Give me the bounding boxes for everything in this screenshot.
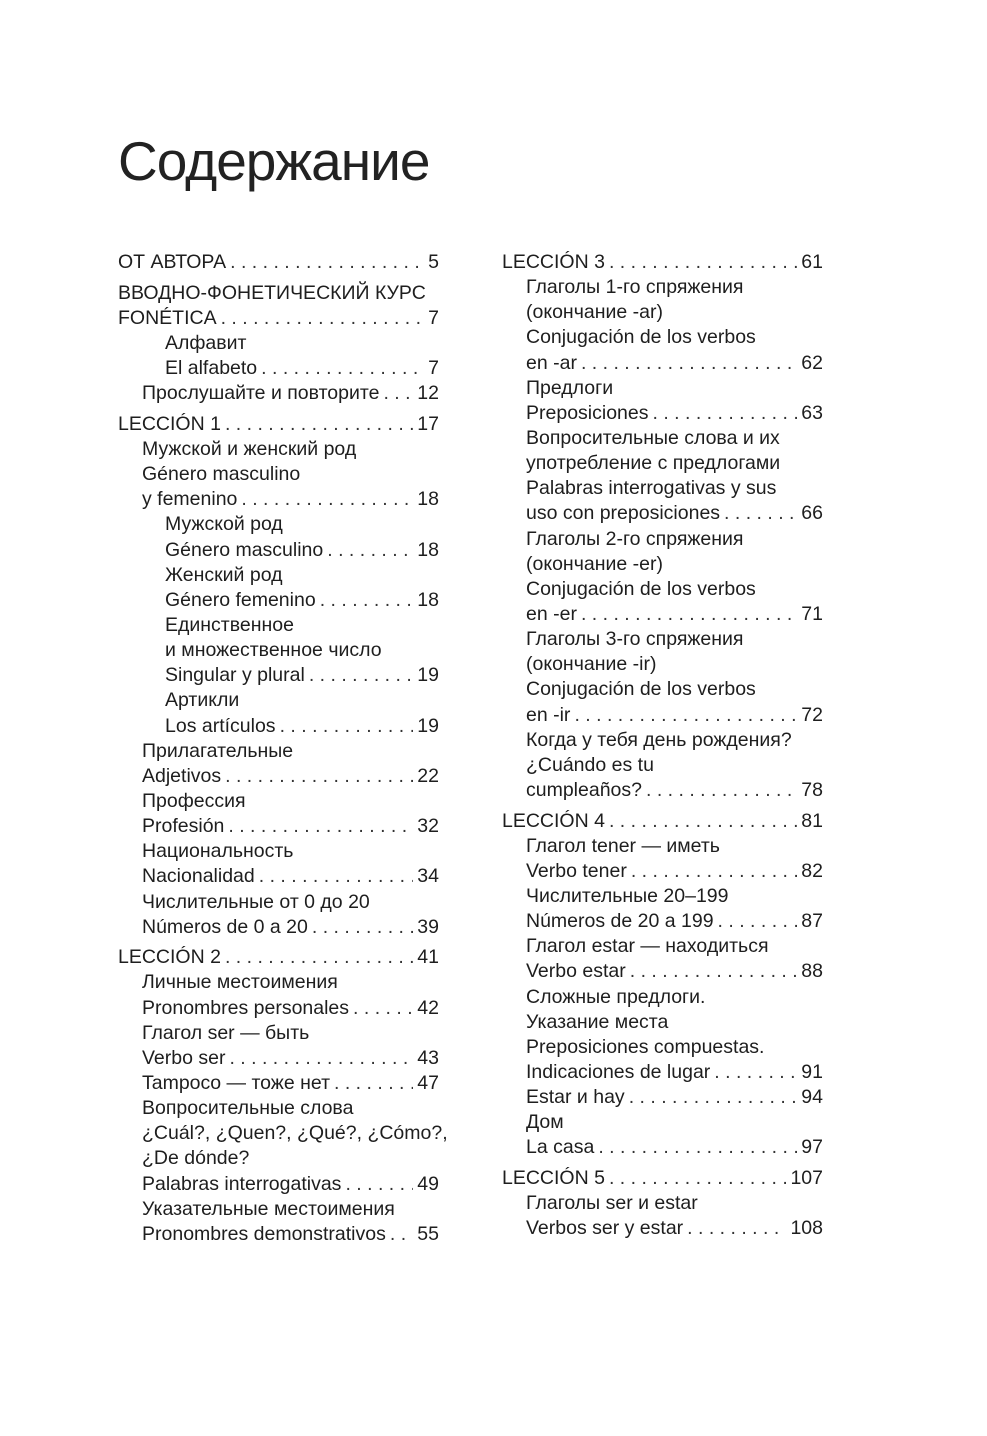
- toc-entry-title: uso con preposiciones: [526, 502, 721, 525]
- page-number: 43: [417, 1046, 439, 1069]
- toc-entry-title: Глаголы ser и estar: [526, 1192, 698, 1215]
- dot-leader: [574, 703, 797, 728]
- toc-entry-title: en -ar: [526, 351, 577, 374]
- toc-entry-title: Pronombres demonstrativos: [142, 1222, 386, 1245]
- toc-line: [502, 275, 823, 300]
- dot-leader: [687, 1216, 786, 1241]
- toc-entry[interactable]: [118, 663, 439, 688]
- toc-entry-title: Verbos ser y estar: [526, 1217, 684, 1240]
- toc-line: [118, 1146, 439, 1171]
- dot-leader: [334, 1071, 413, 1096]
- toc-entry-title: Género femenino: [165, 588, 316, 611]
- toc-entry-title: Pronombres personales: [142, 996, 350, 1019]
- dot-leader: [225, 764, 413, 789]
- toc-entry[interactable]: [118, 864, 439, 889]
- toc-entry-title: Género masculino: [142, 463, 301, 486]
- toc-entry-title: Дом: [526, 1111, 564, 1134]
- toc-entry-title: Артикли: [165, 689, 240, 712]
- toc-entry-title: Conjugación de los verbos: [526, 577, 756, 600]
- page-number: 71: [801, 602, 823, 625]
- dot-leader: [353, 996, 413, 1021]
- page-number: 72: [801, 703, 823, 726]
- toc-entry-title: LECCIÓN 3: [502, 251, 605, 273]
- toc-entry[interactable]: [118, 814, 439, 839]
- toc-entry-title: Singular y plural: [165, 664, 305, 687]
- toc-line: [502, 1035, 823, 1060]
- toc-line: [502, 476, 823, 501]
- toc-entry-title: (окончание -ar): [526, 301, 663, 324]
- toc-entry[interactable]: [502, 602, 823, 627]
- toc-line: [118, 638, 439, 663]
- dot-leader: [230, 250, 424, 275]
- page-number: 12: [417, 382, 439, 405]
- page-number: 34: [417, 865, 439, 888]
- dot-leader: [259, 864, 414, 889]
- page-number: 66: [801, 502, 823, 525]
- dot-leader: [718, 909, 798, 934]
- dot-leader: [629, 1085, 798, 1110]
- toc-line: [502, 1110, 823, 1135]
- toc-line: [502, 728, 823, 753]
- toc-line: [118, 437, 439, 462]
- toc-entry[interactable]: [502, 778, 823, 803]
- toc-entry-title: Мужской род: [165, 513, 283, 536]
- page-number: 63: [801, 401, 823, 424]
- toc-entry-title: и множественное число: [165, 639, 382, 662]
- dot-leader: [609, 1166, 787, 1191]
- toc-entry-title: Когда у тебя день рождения?: [526, 728, 792, 751]
- toc-entry-title: Единственное: [165, 613, 294, 636]
- toc-entry-title: Глагол ser — быть: [142, 1021, 310, 1044]
- toc-entry-title: Tampoco — тоже нет: [142, 1072, 331, 1094]
- toc-entry[interactable]: [502, 1085, 823, 1110]
- toc-entry-title: ¿Cuándo es tu: [526, 753, 654, 776]
- toc-entry-title: Числительные от 0 до 20: [142, 890, 370, 913]
- toc-entry[interactable]: [118, 714, 439, 739]
- toc-entry[interactable]: [118, 538, 439, 563]
- toc-entry[interactable]: [502, 703, 823, 728]
- page-number: 78: [801, 778, 823, 801]
- toc-entry-title: Прослушайте и повторите: [142, 382, 380, 405]
- page-number: 87: [801, 910, 823, 933]
- toc-entry[interactable]: [118, 412, 439, 437]
- toc-entry-title: ОТ АВТОРА: [118, 251, 227, 273]
- page-number: 41: [417, 946, 439, 969]
- toc-entry[interactable]: [118, 1172, 439, 1197]
- toc-entry-title: ВВОДНО-ФОНЕТИЧЕСКИЙ КУРС: [118, 281, 426, 304]
- page-number: 88: [801, 960, 823, 983]
- toc-entry-title: en -ir: [526, 703, 571, 726]
- page-number: 82: [801, 859, 823, 882]
- page-number: 49: [417, 1172, 439, 1195]
- toc-line: [502, 325, 823, 350]
- toc-line: [502, 552, 823, 577]
- toc-line: [502, 426, 823, 451]
- dot-leader: [652, 401, 797, 426]
- toc-entry-title: Профессия: [142, 789, 246, 812]
- toc-entry-title: LECCIÓN 4: [502, 809, 605, 832]
- toc-line: [118, 462, 439, 487]
- toc-entry[interactable]: [502, 859, 823, 884]
- toc-line: [118, 688, 439, 713]
- toc-line: [502, 527, 823, 552]
- page-number: 47: [417, 1072, 439, 1094]
- toc-entry-title: Указательные местоимения: [142, 1197, 395, 1220]
- dot-leader: [309, 663, 413, 688]
- toc-entry-title: ¿Cuál?, ¿Quen?, ¿Qué?, ¿Cómo?,: [142, 1122, 448, 1145]
- toc-entry[interactable]: [502, 501, 823, 526]
- toc-entry-title: Глаголы 1-го спряжения: [526, 276, 744, 299]
- dot-leader: [225, 945, 413, 970]
- toc-entry-title: Estar и hay: [526, 1086, 625, 1109]
- page-number: 19: [417, 664, 439, 687]
- toc-entry[interactable]: [118, 381, 439, 406]
- page-number: 91: [801, 1061, 823, 1083]
- toc-line: [118, 839, 439, 864]
- toc-entry[interactable]: [502, 250, 823, 275]
- page-number: 97: [801, 1136, 823, 1159]
- toc-entry-title: Прилагательные: [142, 739, 294, 762]
- page-number: 18: [417, 588, 439, 611]
- toc-entry[interactable]: [118, 356, 439, 381]
- toc-entry[interactable]: [502, 1166, 823, 1191]
- toc-entry-title: Números de 0 a 20: [142, 915, 308, 938]
- toc-line: [502, 652, 823, 677]
- dot-leader: [598, 1135, 797, 1160]
- toc-entry[interactable]: [502, 351, 823, 376]
- page-number: 61: [801, 251, 823, 273]
- toc-entry[interactable]: [118, 487, 439, 512]
- toc-line: [502, 376, 823, 401]
- toc-line: [118, 1197, 439, 1222]
- page-number: 7: [428, 306, 439, 329]
- toc-entry[interactable]: [118, 588, 439, 613]
- dot-leader: [327, 538, 413, 563]
- toc-entry-title: Женский род: [165, 563, 283, 586]
- toc-entry[interactable]: [118, 996, 439, 1021]
- toc-line: [118, 613, 439, 638]
- toc-entry-title: Сложные предлоги.: [526, 985, 706, 1008]
- toc-entry-title: Национальность: [142, 840, 294, 863]
- toc-entry-title: Palabras interrogativas: [142, 1172, 342, 1195]
- toc-entry-title: Числительные 20–199: [526, 885, 729, 908]
- toc-entry[interactable]: [502, 1060, 823, 1085]
- toc-entry-title: ¿De dónde?: [142, 1147, 250, 1170]
- toc-entry-title: Глаголы 3-го спряжения: [526, 628, 744, 651]
- toc-entry-title: Nacionalidad: [142, 865, 255, 888]
- dot-leader: [229, 1046, 413, 1071]
- page-number: 17: [417, 412, 439, 435]
- toc-line: [118, 970, 439, 995]
- toc-line: [118, 512, 439, 537]
- toc-column-left: [118, 250, 448, 1247]
- toc-entry-title: Adjetivos: [142, 764, 222, 787]
- dot-leader: [581, 602, 797, 627]
- page-number: 94: [801, 1086, 823, 1109]
- toc-line: [502, 985, 823, 1010]
- toc-entry[interactable]: [502, 1216, 823, 1241]
- toc-entry-title: en -er: [526, 602, 577, 625]
- page-number: 19: [417, 714, 439, 737]
- toc-line: [502, 884, 823, 909]
- toc-entry-title: Números de 20 a 199: [526, 910, 714, 933]
- toc-entry[interactable]: [118, 1222, 439, 1247]
- page-number: 81: [801, 809, 823, 832]
- toc-entry-title: Conjugación de los verbos: [526, 326, 756, 349]
- dot-leader: [241, 487, 413, 512]
- dot-leader: [390, 1222, 413, 1247]
- toc-entry-title: La casa: [526, 1136, 595, 1159]
- toc-entry-title: (окончание -er): [526, 552, 663, 575]
- toc-line: [502, 577, 823, 602]
- dot-leader: [581, 351, 797, 376]
- toc-entry[interactable]: [502, 401, 823, 426]
- toc-entry-title: Los artículos: [165, 714, 276, 737]
- toc-entry[interactable]: [118, 945, 439, 970]
- toc-entry-title: Conjugación de los verbos: [526, 678, 756, 701]
- toc-entry[interactable]: [118, 1071, 439, 1096]
- toc-entry-title: Глагол tener — иметь: [526, 834, 720, 857]
- toc-entry-title: Verbo estar: [526, 960, 626, 983]
- toc-entry-title: Глаголы 2-го спряжения: [526, 527, 744, 550]
- page-number: 62: [801, 351, 823, 374]
- toc-entry[interactable]: [502, 909, 823, 934]
- toc-entry-title: Preposiciones: [526, 401, 649, 424]
- page-number: 107: [790, 1167, 823, 1190]
- toc-entry[interactable]: [118, 915, 439, 940]
- toc-entry-title: Алфавит: [165, 331, 247, 354]
- page-number: 32: [417, 815, 439, 838]
- toc-entry-title: Указание места: [526, 1010, 669, 1033]
- toc-entry-title: y femenino: [142, 488, 238, 511]
- toc-entry-title: cumpleaños?: [526, 778, 642, 801]
- toc-entry-title: Palabras interrogativas y sus: [526, 477, 777, 500]
- dot-leader: [320, 588, 414, 613]
- dot-leader: [609, 250, 797, 275]
- page-title: Содержание: [118, 130, 430, 192]
- toc-line: [502, 451, 823, 476]
- dot-leader: [630, 959, 798, 984]
- toc-entry-title: употребление с предлогами: [526, 452, 781, 475]
- toc-line: [118, 1096, 439, 1121]
- dot-leader: [225, 412, 413, 437]
- toc-entry[interactable]: [118, 250, 439, 275]
- toc-entry-title: LECCIÓN 1: [118, 412, 221, 435]
- toc-column-right: [502, 250, 823, 1241]
- toc-entry-title: Verbo ser: [142, 1046, 226, 1069]
- toc-line: [502, 753, 823, 778]
- toc-entry-title: Preposiciones compuestas.: [526, 1035, 765, 1058]
- toc-line: [118, 739, 439, 764]
- page-number: 39: [417, 915, 439, 938]
- toc-line: [118, 890, 439, 915]
- page-number: 7: [428, 357, 439, 380]
- toc-line: [502, 677, 823, 702]
- dot-leader: [631, 859, 797, 884]
- toc-line: [502, 627, 823, 652]
- page-number: 42: [417, 996, 439, 1019]
- page-number: 5: [428, 251, 439, 273]
- toc-entry-title: Личные местоимения: [142, 971, 338, 994]
- toc-entry-title: El alfabeto: [165, 357, 258, 380]
- dot-leader: [261, 356, 424, 381]
- toc-line: [118, 281, 439, 306]
- toc-entry-title: Вопросительные слова: [142, 1097, 354, 1120]
- toc-entry[interactable]: [502, 959, 823, 984]
- dot-leader: [228, 814, 413, 839]
- toc-line: [502, 300, 823, 325]
- toc-line: [118, 789, 439, 814]
- toc-entry-title: Вопросительные слова и их: [526, 426, 780, 449]
- page-number: 18: [417, 488, 439, 511]
- toc-line: [502, 834, 823, 859]
- dot-leader: [345, 1172, 413, 1197]
- dot-leader: [383, 381, 413, 406]
- toc-entry[interactable]: [502, 1135, 823, 1160]
- toc-entry-title: Profesión: [142, 815, 225, 838]
- toc-entry-title: Мужской и женский род: [142, 437, 357, 460]
- toc-line: [118, 1021, 439, 1046]
- toc-line: [118, 563, 439, 588]
- toc-entry[interactable]: [118, 764, 439, 789]
- toc-line: [502, 1010, 823, 1035]
- page-number: 108: [790, 1217, 823, 1240]
- toc-entry[interactable]: [502, 809, 823, 834]
- toc-entry-title: Глагол estar — находиться: [526, 935, 769, 958]
- toc-entry-title: Género masculino: [165, 538, 324, 561]
- toc-entry-title: Indicaciones de lugar: [526, 1061, 711, 1083]
- toc-entry-title: Verbo tener: [526, 859, 627, 882]
- toc-entry-title: Предлоги: [526, 376, 614, 399]
- toc-line: [502, 934, 823, 959]
- dot-leader: [609, 809, 797, 834]
- toc-entry-title: LECCIÓN 2: [118, 946, 221, 969]
- toc-entry[interactable]: [118, 306, 439, 331]
- toc-entry-title: (окончание -ir): [526, 653, 657, 676]
- dot-leader: [714, 1060, 797, 1085]
- toc-line: [118, 1121, 448, 1146]
- toc-line: [118, 331, 439, 356]
- page-number: 55: [417, 1222, 439, 1245]
- dot-leader: [312, 915, 413, 940]
- toc-entry-title: FONÉTICA: [118, 306, 217, 329]
- page-number: 22: [417, 764, 439, 787]
- toc-entry-title: LECCIÓN 5: [502, 1167, 605, 1190]
- dot-leader: [646, 778, 797, 803]
- toc-line: [502, 1191, 823, 1216]
- toc-entry[interactable]: [118, 1046, 439, 1071]
- dot-leader: [221, 306, 425, 331]
- dot-leader: [724, 501, 797, 526]
- page-number: 18: [417, 538, 439, 561]
- dot-leader: [280, 714, 414, 739]
